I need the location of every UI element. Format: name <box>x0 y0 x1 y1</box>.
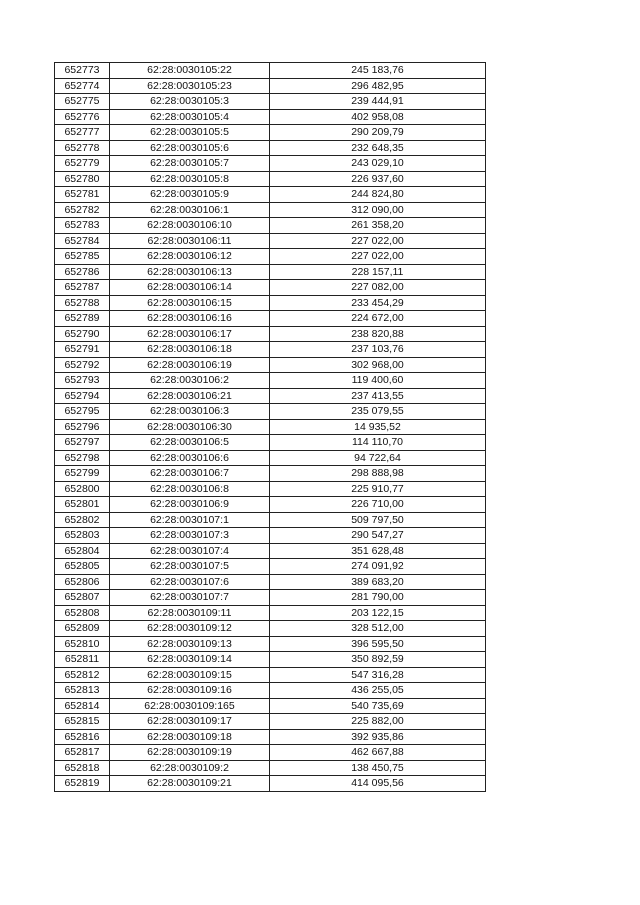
value-cell: 350 892,59 <box>270 652 486 668</box>
row-number-cell: 652812 <box>55 667 110 683</box>
table-row <box>55 698 486 714</box>
row-number-cell: 652801 <box>55 497 110 513</box>
cadastral-number-cell: 62:28:0030105:4 <box>110 109 270 125</box>
cadastral-number-cell: 62:28:0030106:6 <box>110 450 270 466</box>
row-number-cell: 652803 <box>55 528 110 544</box>
value-cell: 228 157,11 <box>270 264 486 280</box>
cadastral-number-cell: 62:28:0030106:13 <box>110 264 270 280</box>
value-cell: 226 710,00 <box>270 497 486 513</box>
table-row <box>55 776 486 792</box>
cadastral-number-cell: 62:28:0030106:3 <box>110 404 270 420</box>
value-cell: 224 672,00 <box>270 311 486 327</box>
cadastral-number-cell: 62:28:0030107:1 <box>110 512 270 528</box>
table-row <box>55 373 486 389</box>
row-number-cell: 652783 <box>55 218 110 234</box>
table-row <box>55 590 486 606</box>
table-row <box>55 342 486 358</box>
value-cell: 328 512,00 <box>270 621 486 637</box>
row-number-cell: 652779 <box>55 156 110 172</box>
value-cell: 245 183,76 <box>270 63 486 79</box>
table-row <box>55 714 486 730</box>
cadastral-number-cell: 62:28:0030109:2 <box>110 760 270 776</box>
table-row <box>55 512 486 528</box>
table-row <box>55 187 486 203</box>
value-cell: 414 095,56 <box>270 776 486 792</box>
cadastral-number-cell: 62:28:0030109:165 <box>110 698 270 714</box>
table-row <box>55 652 486 668</box>
value-cell: 274 091,92 <box>270 559 486 575</box>
table-row <box>55 233 486 249</box>
value-cell: 402 958,08 <box>270 109 486 125</box>
table-row <box>55 264 486 280</box>
table-row <box>55 466 486 482</box>
value-cell: 227 082,00 <box>270 280 486 296</box>
row-number-cell: 652797 <box>55 435 110 451</box>
cadastral-number-cell: 62:28:0030109:17 <box>110 714 270 730</box>
table-row <box>55 621 486 637</box>
cadastral-number-cell: 62:28:0030109:21 <box>110 776 270 792</box>
row-number-cell: 652807 <box>55 590 110 606</box>
row-number-cell: 652792 <box>55 357 110 373</box>
table-row <box>55 528 486 544</box>
value-cell: 237 413,55 <box>270 388 486 404</box>
value-cell: 227 022,00 <box>270 249 486 265</box>
table-row <box>55 667 486 683</box>
row-number-cell: 652819 <box>55 776 110 792</box>
table-row <box>55 357 486 373</box>
cadastral-number-cell: 62:28:0030106:1 <box>110 202 270 218</box>
value-cell: 547 316,28 <box>270 667 486 683</box>
cadastral-number-cell: 62:28:0030105:22 <box>110 63 270 79</box>
cadastral-number-cell: 62:28:0030106:11 <box>110 233 270 249</box>
value-cell: 226 937,60 <box>270 171 486 187</box>
row-number-cell: 652796 <box>55 419 110 435</box>
value-cell: 462 667,88 <box>270 745 486 761</box>
table-row <box>55 140 486 156</box>
value-cell: 114 110,70 <box>270 435 486 451</box>
cadastral-number-cell: 62:28:0030106:7 <box>110 466 270 482</box>
table-row <box>55 388 486 404</box>
value-cell: 392 935,86 <box>270 729 486 745</box>
table-row <box>55 125 486 141</box>
row-number-cell: 652785 <box>55 249 110 265</box>
cadastral-number-cell: 62:28:0030109:19 <box>110 745 270 761</box>
row-number-cell: 652794 <box>55 388 110 404</box>
value-cell: 14 935,52 <box>270 419 486 435</box>
table-row <box>55 280 486 296</box>
value-cell: 281 790,00 <box>270 590 486 606</box>
row-number-cell: 652793 <box>55 373 110 389</box>
value-cell: 351 628,48 <box>270 543 486 559</box>
value-cell: 237 103,76 <box>270 342 486 358</box>
table-row <box>55 605 486 621</box>
table-body <box>55 63 486 792</box>
row-number-cell: 652814 <box>55 698 110 714</box>
value-cell: 232 648,35 <box>270 140 486 156</box>
table-row <box>55 760 486 776</box>
row-number-cell: 652804 <box>55 543 110 559</box>
row-number-cell: 652795 <box>55 404 110 420</box>
value-cell: 290 209,79 <box>270 125 486 141</box>
cadastral-number-cell: 62:28:0030105:9 <box>110 187 270 203</box>
value-cell: 225 910,77 <box>270 481 486 497</box>
cadastral-number-cell: 62:28:0030106:9 <box>110 497 270 513</box>
value-cell: 238 820,88 <box>270 326 486 342</box>
table-row <box>55 497 486 513</box>
row-number-cell: 652775 <box>55 94 110 110</box>
row-number-cell: 652791 <box>55 342 110 358</box>
table-row <box>55 78 486 94</box>
table-row <box>55 745 486 761</box>
table-row <box>55 729 486 745</box>
row-number-cell: 652774 <box>55 78 110 94</box>
value-cell: 239 444,91 <box>270 94 486 110</box>
row-number-cell: 652808 <box>55 605 110 621</box>
cadastral-number-cell: 62:28:0030106:12 <box>110 249 270 265</box>
value-cell: 203 122,15 <box>270 605 486 621</box>
cadastral-number-cell: 62:28:0030105:3 <box>110 94 270 110</box>
cadastral-value-table <box>54 62 486 792</box>
cadastral-number-cell: 62:28:0030109:16 <box>110 683 270 699</box>
value-cell: 235 079,55 <box>270 404 486 420</box>
row-number-cell: 652777 <box>55 125 110 141</box>
row-number-cell: 652782 <box>55 202 110 218</box>
row-number-cell: 652799 <box>55 466 110 482</box>
row-number-cell: 652780 <box>55 171 110 187</box>
table-row <box>55 450 486 466</box>
cadastral-number-cell: 62:28:0030107:5 <box>110 559 270 575</box>
value-cell: 509 797,50 <box>270 512 486 528</box>
cadastral-number-cell: 62:28:0030109:15 <box>110 667 270 683</box>
row-number-cell: 652784 <box>55 233 110 249</box>
row-number-cell: 652778 <box>55 140 110 156</box>
value-cell: 298 888,98 <box>270 466 486 482</box>
cadastral-number-cell: 62:28:0030106:2 <box>110 373 270 389</box>
row-number-cell: 652817 <box>55 745 110 761</box>
cadastral-number-cell: 62:28:0030107:4 <box>110 543 270 559</box>
cadastral-number-cell: 62:28:0030106:21 <box>110 388 270 404</box>
table-row <box>55 202 486 218</box>
cadastral-number-cell: 62:28:0030106:5 <box>110 435 270 451</box>
row-number-cell: 652810 <box>55 636 110 652</box>
row-number-cell: 652806 <box>55 574 110 590</box>
table-row <box>55 295 486 311</box>
value-cell: 296 482,95 <box>270 78 486 94</box>
cadastral-number-cell: 62:28:0030109:11 <box>110 605 270 621</box>
row-number-cell: 652776 <box>55 109 110 125</box>
row-number-cell: 652781 <box>55 187 110 203</box>
value-cell: 540 735,69 <box>270 698 486 714</box>
table-row <box>55 63 486 79</box>
row-number-cell: 652809 <box>55 621 110 637</box>
row-number-cell: 652773 <box>55 63 110 79</box>
value-cell: 389 683,20 <box>270 574 486 590</box>
value-cell: 396 595,50 <box>270 636 486 652</box>
table-row <box>55 574 486 590</box>
row-number-cell: 652787 <box>55 280 110 296</box>
row-number-cell: 652789 <box>55 311 110 327</box>
row-number-cell: 652811 <box>55 652 110 668</box>
value-cell: 312 090,00 <box>270 202 486 218</box>
table-row <box>55 109 486 125</box>
value-cell: 138 450,75 <box>270 760 486 776</box>
cadastral-number-cell: 62:28:0030105:23 <box>110 78 270 94</box>
table-row <box>55 543 486 559</box>
cadastral-number-cell: 62:28:0030106:10 <box>110 218 270 234</box>
value-cell: 225 882,00 <box>270 714 486 730</box>
value-cell: 243 029,10 <box>270 156 486 172</box>
cadastral-number-cell: 62:28:0030109:14 <box>110 652 270 668</box>
row-number-cell: 652815 <box>55 714 110 730</box>
value-cell: 233 454,29 <box>270 295 486 311</box>
row-number-cell: 652790 <box>55 326 110 342</box>
table-row <box>55 249 486 265</box>
value-cell: 436 255,05 <box>270 683 486 699</box>
cadastral-number-cell: 62:28:0030105:8 <box>110 171 270 187</box>
table-row <box>55 326 486 342</box>
cadastral-number-cell: 62:28:0030107:6 <box>110 574 270 590</box>
table-row <box>55 559 486 575</box>
value-cell: 302 968,00 <box>270 357 486 373</box>
cadastral-number-cell: 62:28:0030105:6 <box>110 140 270 156</box>
cadastral-number-cell: 62:28:0030106:16 <box>110 311 270 327</box>
row-number-cell: 652816 <box>55 729 110 745</box>
table-row <box>55 435 486 451</box>
cadastral-number-cell: 62:28:0030106:8 <box>110 481 270 497</box>
table-row <box>55 404 486 420</box>
cadastral-number-cell: 62:28:0030105:7 <box>110 156 270 172</box>
cadastral-number-cell: 62:28:0030107:3 <box>110 528 270 544</box>
value-cell: 227 022,00 <box>270 233 486 249</box>
cadastral-number-cell: 62:28:0030106:18 <box>110 342 270 358</box>
table-row <box>55 419 486 435</box>
row-number-cell: 652802 <box>55 512 110 528</box>
value-cell: 290 547,27 <box>270 528 486 544</box>
value-cell: 94 722,64 <box>270 450 486 466</box>
cadastral-number-cell: 62:28:0030105:5 <box>110 125 270 141</box>
row-number-cell: 652800 <box>55 481 110 497</box>
cadastral-number-cell: 62:28:0030106:19 <box>110 357 270 373</box>
table-row <box>55 683 486 699</box>
table-row <box>55 156 486 172</box>
cadastral-number-cell: 62:28:0030107:7 <box>110 590 270 606</box>
table-row <box>55 171 486 187</box>
row-number-cell: 652798 <box>55 450 110 466</box>
cadastral-number-cell: 62:28:0030106:14 <box>110 280 270 296</box>
table-row <box>55 481 486 497</box>
table-row <box>55 94 486 110</box>
row-number-cell: 652788 <box>55 295 110 311</box>
cadastral-number-cell: 62:28:0030106:17 <box>110 326 270 342</box>
cadastral-number-cell: 62:28:0030106:30 <box>110 419 270 435</box>
row-number-cell: 652818 <box>55 760 110 776</box>
cadastral-number-cell: 62:28:0030109:18 <box>110 729 270 745</box>
row-number-cell: 652813 <box>55 683 110 699</box>
value-cell: 261 358,20 <box>270 218 486 234</box>
value-cell: 244 824,80 <box>270 187 486 203</box>
cadastral-number-cell: 62:28:0030109:12 <box>110 621 270 637</box>
row-number-cell: 652805 <box>55 559 110 575</box>
row-number-cell: 652786 <box>55 264 110 280</box>
table-row <box>55 311 486 327</box>
table-row <box>55 636 486 652</box>
value-cell: 119 400,60 <box>270 373 486 389</box>
table-row <box>55 218 486 234</box>
cadastral-number-cell: 62:28:0030109:13 <box>110 636 270 652</box>
cadastral-number-cell: 62:28:0030106:15 <box>110 295 270 311</box>
